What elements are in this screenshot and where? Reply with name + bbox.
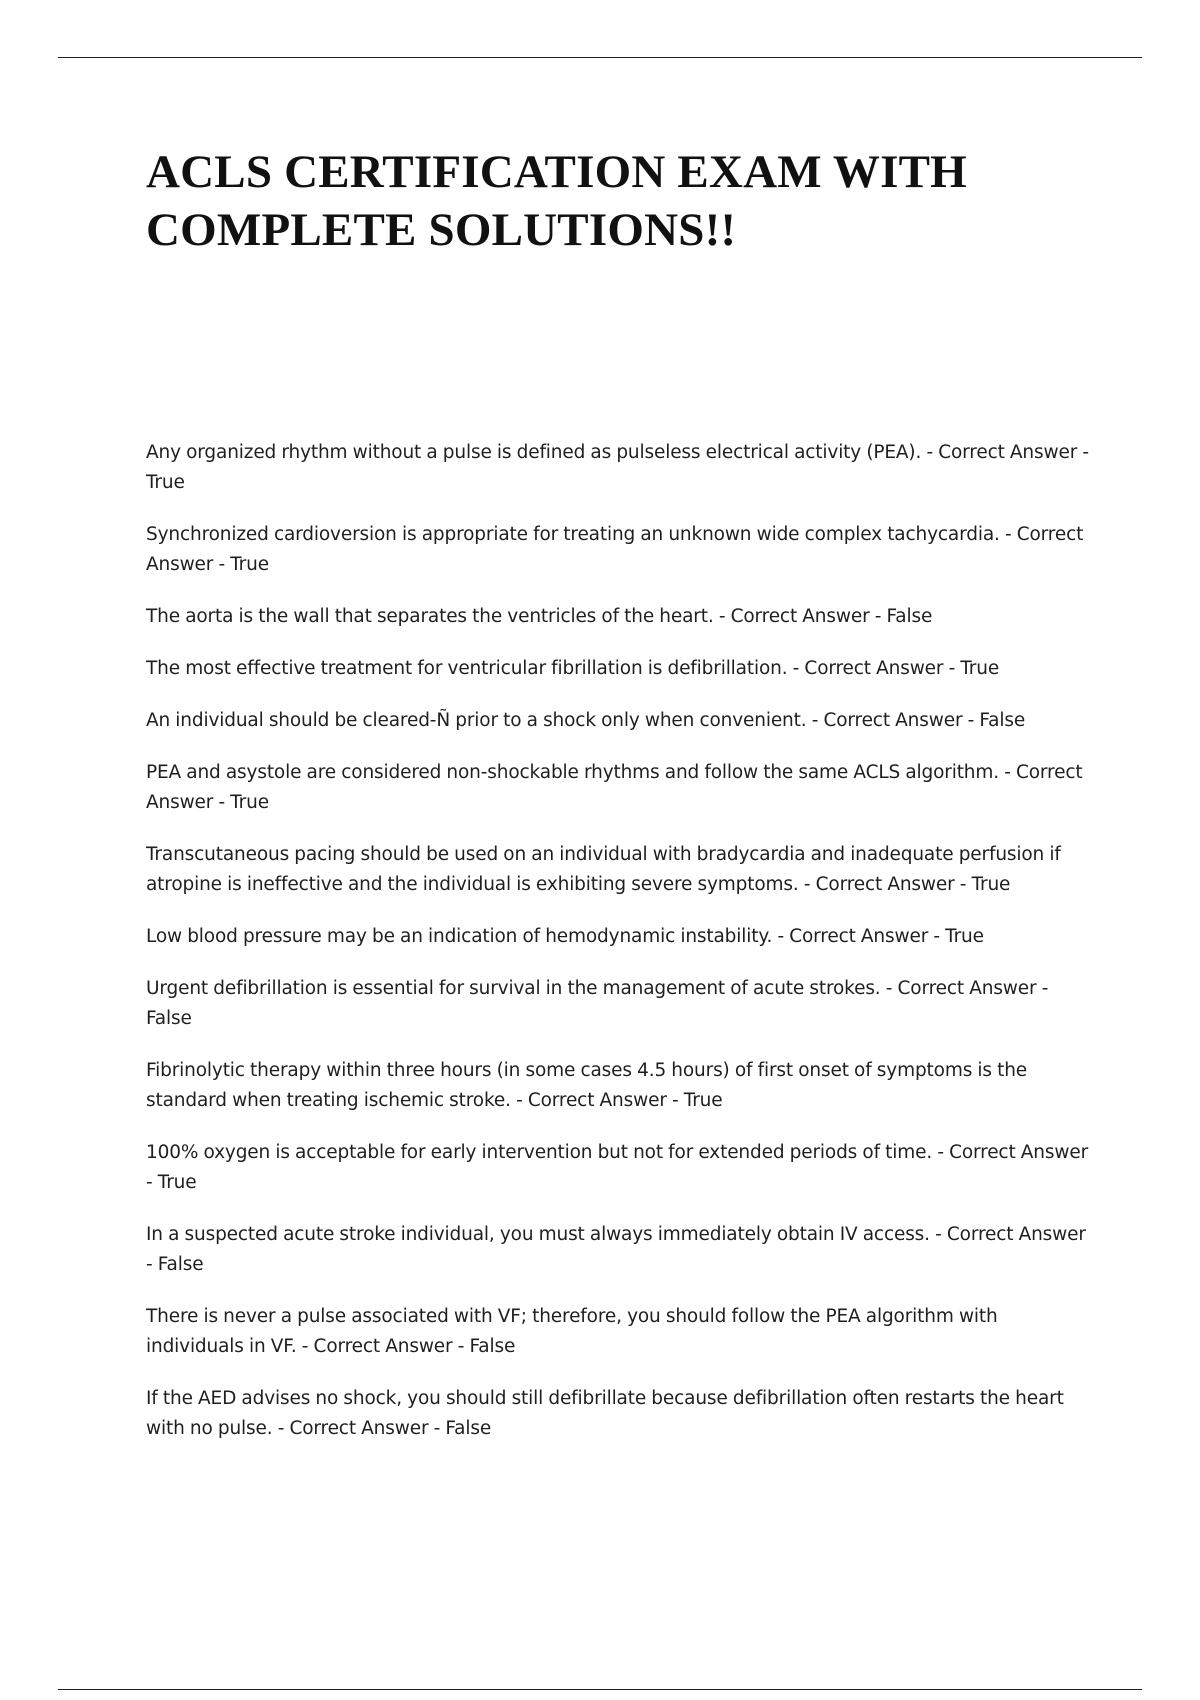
qa-answer: False: [469, 1336, 516, 1357]
qa-separator: - Correct Answer -: [296, 1336, 470, 1357]
top-divider: [58, 57, 1142, 58]
qa-separator: - Correct Answer -: [806, 710, 980, 731]
qa-answer: True: [945, 926, 984, 947]
qa-question: The aorta is the wall that separates the ventricles of the heart.: [146, 606, 714, 627]
qa-question: Synchronized cardioversion is appropriate for treating an unknown wide complex tachycardia.: [146, 524, 1000, 545]
qa-item: [146, 974, 1091, 1034]
qa-item: [146, 438, 1091, 498]
qa-separator: - Correct Answer -: [787, 658, 961, 679]
qa-answer: True: [157, 1172, 197, 1193]
qa-answer: True: [683, 1090, 723, 1111]
qa-answer: True: [230, 792, 269, 813]
qa-item: [146, 1220, 1091, 1280]
qa-item: [146, 654, 1091, 684]
qa-answer: True: [971, 874, 1011, 895]
qa-question: An individual should be cleared-Ñ prior to a shock only when convenient.: [146, 710, 807, 731]
qa-item: [146, 1056, 1091, 1116]
qa-separator: - Correct Answer -: [146, 762, 1083, 813]
qa-question: Transcutaneous pacing should be used on an individual with bradycardia and inadequate perfusion if atropine is ineffective and the individual is exhibiting severe symptoms.: [146, 844, 1061, 895]
qa-list: [146, 438, 1091, 1466]
qa-separator: - Correct Answer -: [713, 606, 887, 627]
qa-question: There is never a pulse associated with VF; therefore, you should follow the PEA algorithm with individuals in VF.: [146, 1306, 998, 1357]
qa-question: The most effective treatment for ventricular fibrillation is defibrillation.: [146, 658, 788, 679]
qa-answer: False: [157, 1254, 204, 1275]
qa-question: Urgent defibrillation is essential for survival in the management of acute strokes.: [146, 978, 881, 999]
qa-separator: - Correct Answer -: [798, 874, 972, 895]
qa-question: PEA and asystole are considered non-shockable rhythms and follow the same ACLS algorithm.: [146, 762, 999, 783]
qa-answer: True: [146, 472, 185, 493]
qa-separator: - Correct Answer -: [772, 926, 946, 947]
qa-item: [146, 602, 1091, 632]
bottom-divider: [58, 1689, 1142, 1690]
qa-separator: - Correct Answer -: [146, 1224, 1086, 1275]
qa-item: [146, 758, 1091, 818]
qa-item: [146, 520, 1091, 580]
qa-answer: False: [886, 606, 933, 627]
qa-item: [146, 1384, 1091, 1444]
qa-answer: False: [445, 1418, 492, 1439]
qa-question: Fibrinolytic therapy within three hours (in some cases 4.5 hours) of first onset of symptoms is the standard when treating ischemic stroke.: [146, 1060, 1028, 1111]
qa-item: [146, 922, 1091, 952]
qa-item: [146, 706, 1091, 736]
qa-question: Any organized rhythm without a pulse is defined as pulseless electrical activity (PEA).: [146, 442, 922, 463]
qa-question: If the AED advises no shock, you should still defibrillate because defibrillation often restarts the heart with no pulse.: [146, 1388, 1064, 1439]
qa-separator: - Correct Answer -: [510, 1090, 684, 1111]
qa-question: In a suspected acute stroke individual, you must always immediately obtain IV access.: [146, 1224, 930, 1245]
qa-item: [146, 1138, 1091, 1198]
qa-separator: - Correct Answer -: [272, 1418, 446, 1439]
qa-answer: False: [979, 710, 1026, 731]
qa-item: [146, 840, 1091, 900]
qa-answer: True: [960, 658, 1000, 679]
qa-separator: - Correct Answer -: [146, 1142, 1089, 1193]
qa-question: Low blood pressure may be an indication of hemodynamic instability.: [146, 926, 773, 947]
qa-separator: - Correct Answer -: [146, 524, 1084, 575]
qa-answer: True: [230, 554, 269, 575]
qa-item: [146, 1302, 1091, 1362]
qa-question: 100% oxygen is acceptable for early intervention but not for extended periods of time.: [146, 1142, 933, 1163]
qa-answer: False: [146, 1008, 192, 1029]
document-title: ACLS CERTIFICATION EXAM WITH COMPLETE SOLUTIONS!!: [146, 146, 967, 256]
qa-separator: - Correct Answer -: [921, 442, 1089, 463]
qa-separator: - Correct Answer -: [880, 978, 1049, 999]
